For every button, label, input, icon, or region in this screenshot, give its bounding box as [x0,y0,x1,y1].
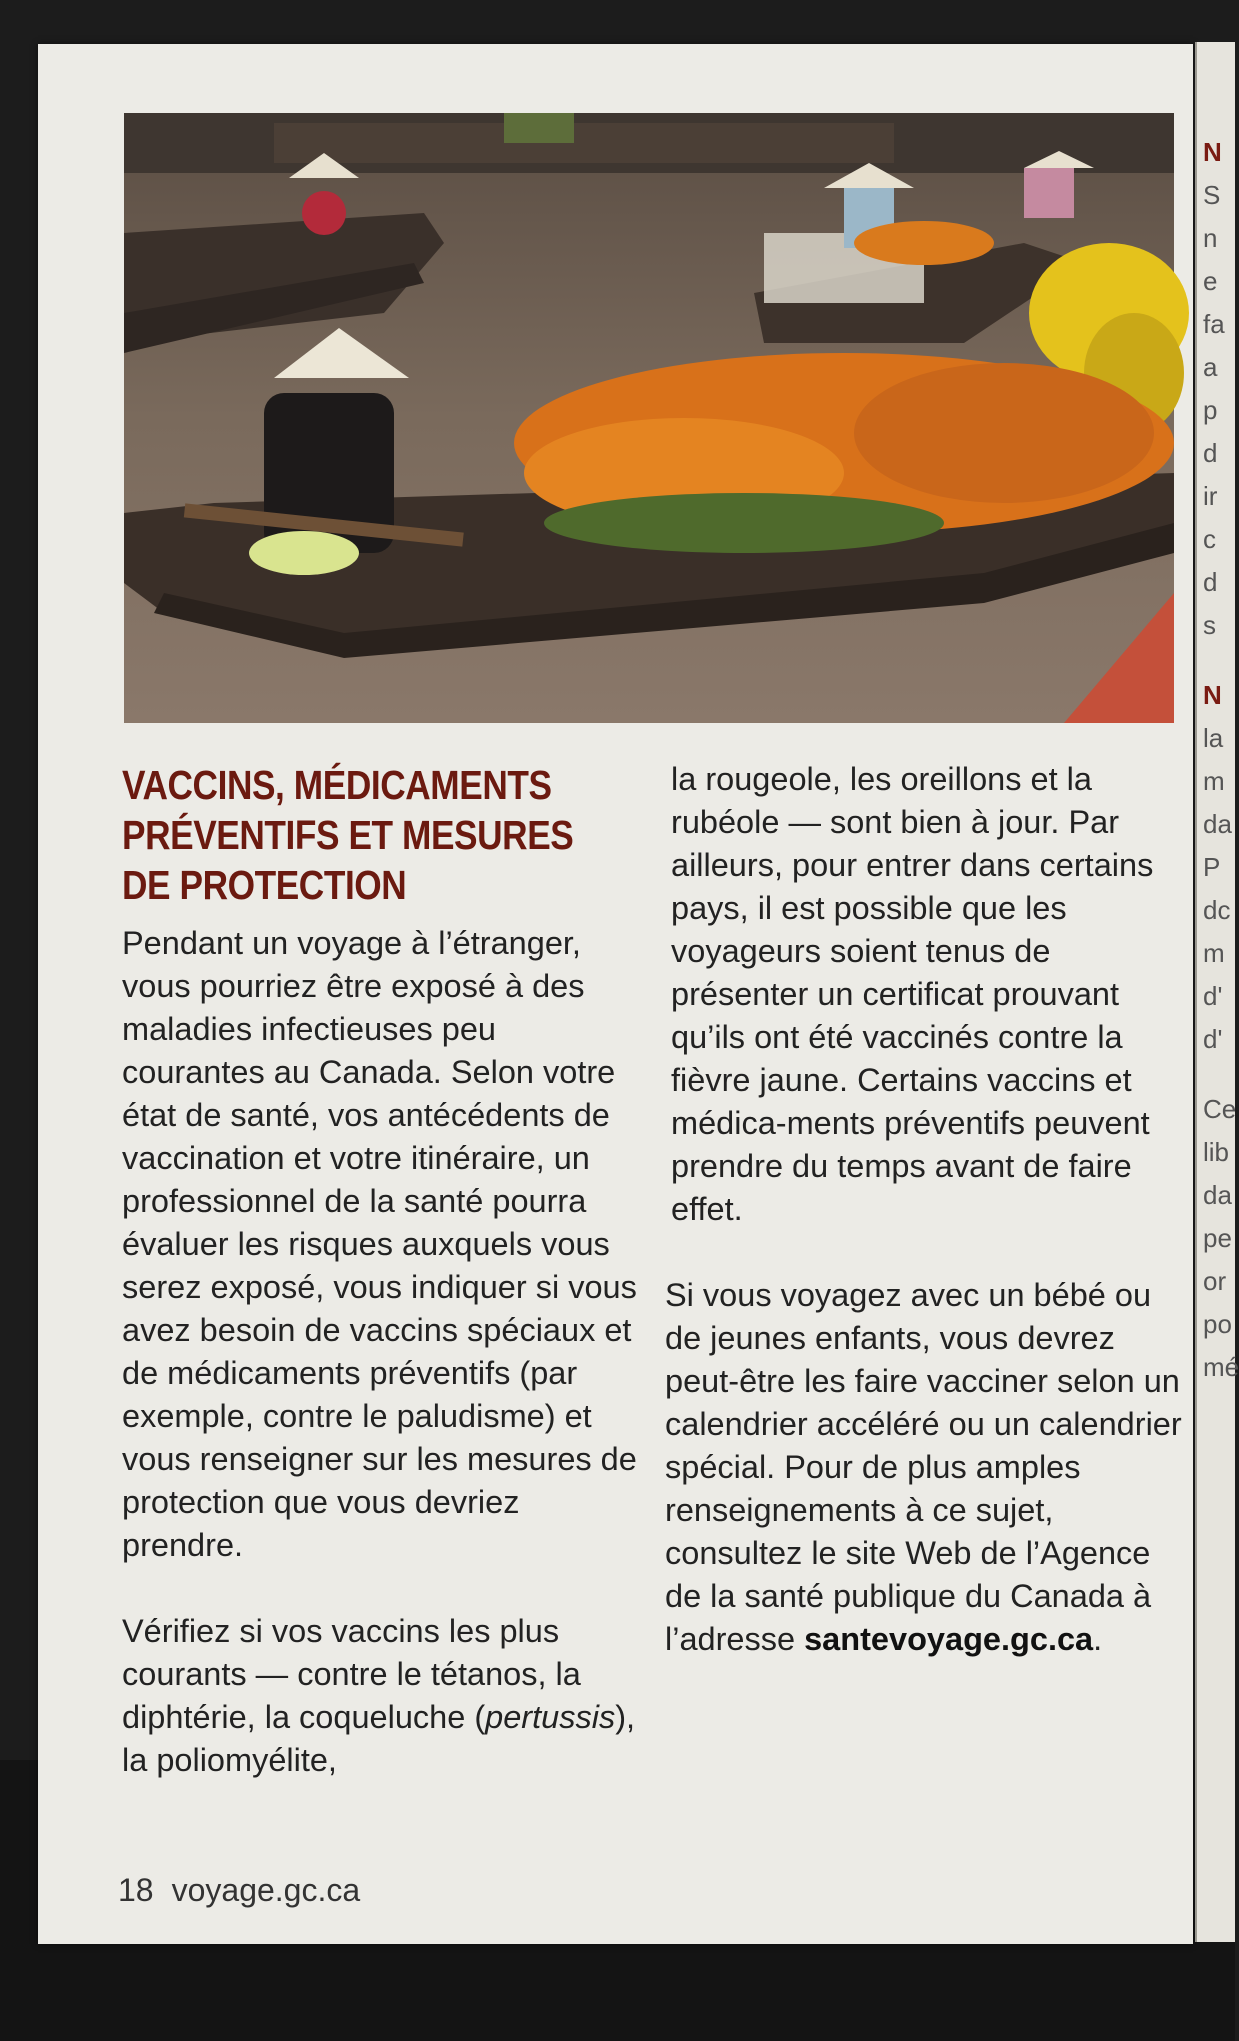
next-page-fragment: N [1203,137,1222,167]
next-page-fragment: dc [1203,895,1231,925]
next-page-fragment: d' [1203,1024,1223,1054]
page-footer [118,1872,360,1909]
next-page-fragment: s [1203,610,1216,640]
next-page-fragment: m [1203,938,1225,968]
next-page-fragment: d [1203,567,1218,597]
next-page-fragment: a [1203,352,1218,382]
next-page-fragment: e [1203,266,1218,296]
next-page-fragment: pe [1203,1223,1232,1253]
next-page-fragment: da [1203,809,1232,839]
floating-market-photo [124,113,1174,723]
next-page-fragment: fa [1203,309,1225,339]
photo-illustration [124,113,1174,723]
left-column [122,922,642,1825]
next-page-fragment: N [1203,680,1222,710]
text-run: Vérifiez si vos vaccins les plus courants — contre le tétanos, la diphtérie, la coqueluche ( [122,1613,581,1735]
body-paragraph [665,1274,1195,1661]
next-page-fragment: po [1203,1309,1232,1339]
next-page-fragment: c [1203,524,1216,554]
next-page-fragment: S [1203,180,1221,210]
next-page-edge [1195,42,1239,1942]
text-run: ), la poliomyélite, [122,1699,636,1778]
page-number: 18 [118,1872,154,1908]
next-page-fragment: mé [1203,1352,1239,1382]
text-run: . [1093,1621,1103,1657]
body-paragraph: Pendant un voyage à l’étranger, vous pourriez être exposé à des maladies infectieuses peu courantes au Canada. Selon votre état de santé, vos antécédents de vaccination et votre itinéraire, un professionnel de la santé pourra évaluer les risques auxquels vous serez exposé, vous indiquer si vous avez besoin de vaccins spéciaux et de médicaments préventifs (par exemple, contre le paludisme) et vous renseigner sur les mesures de protection que vous devriez prendre. [122,925,637,1563]
next-page-fragment: p [1203,395,1218,425]
next-page-fragment: d' [1203,981,1223,1011]
right-column [665,758,1195,1704]
next-page-fragment: da [1203,1180,1232,1210]
next-page-fragment: d [1203,438,1218,468]
text-run: Si vous voyagez avec un bébé ou de jeunes enfants, vous devrez peut-être les faire vacciner selon un calendrier accéléré ou un calendrier spécial. Pour de plus amples renseignements à ce sujet, consultez le site Web de l’Agence de la santé publique du Canada à l’adresse [665,1277,1182,1657]
next-page-fragment: m [1203,766,1225,796]
website-link[interactable]: santevoyage.gc.ca [804,1621,1094,1657]
next-page-fragment: lib [1203,1137,1230,1167]
body-paragraph [122,1610,642,1782]
next-page-fragment: ir [1203,481,1218,511]
next-page-fragment: P [1203,852,1221,882]
article-headline: VACCINS, MÉDICAMENTS PRÉVENTIFS ET MESURES DE PROTECTION [122,762,574,908]
next-page-fragment: Ce [1203,1094,1237,1124]
next-page-fragment: la [1203,723,1224,753]
footer-site[interactable]: voyage.gc.ca [171,1872,361,1908]
body-paragraph: la rougeole, les oreillons et la rubéole — sont bien à jour. Par ailleurs, pour entrer dans certains pays, il est possible que les voyageurs soient tenus de présenter un certificat prouvant qu’ils ont été vaccinés contre la fièvre jaune. Certains vaccins et médica-ments préventifs peuvent prendre du temps avant de faire effet. [671,761,1154,1227]
next-page-fragment: or [1203,1266,1227,1296]
next-page-fragment: n [1203,223,1218,253]
italic-term: pertussis [485,1699,616,1735]
